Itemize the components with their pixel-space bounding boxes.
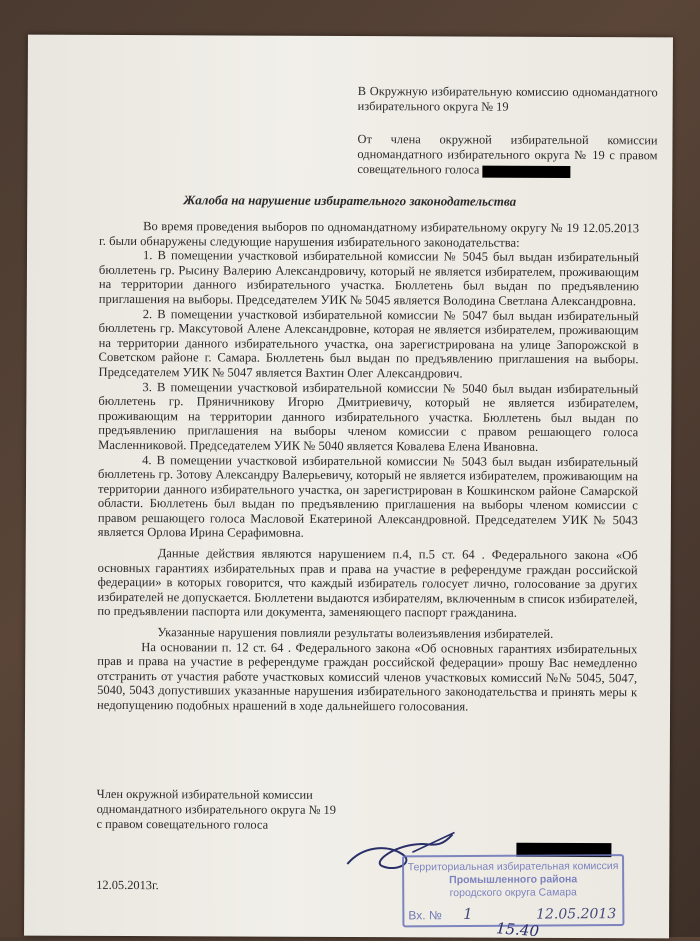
stamp-time: 15.40 xyxy=(495,919,540,941)
consequence-paragraph: Указанные нарушения повлияли результаты волеизъявления избирателей. xyxy=(157,625,554,641)
signature-line: Член окружной избирательной комиссии xyxy=(96,786,313,802)
document-page xyxy=(24,35,673,939)
stamp-line: городского округа Самара xyxy=(449,886,577,900)
registration-stamp xyxy=(402,854,624,927)
violation-item: 1. В помещении участковой избирательной комиссии № 5045 был выдан избирательный бюллетень гр. Рысину Валерию Александровичу, который не является избирателем, проживающим на территории данного избирательного участка. Бюллетень был выдан по предъявлению приглашения на выборы. Председателем УИК № 5045 является Володина Светлана Александровна. xyxy=(98,248,640,309)
violation-item: 2. В помещении участковой избирательной комиссии № 5047 был выдан избирательный бюллетень гр. Максутовой Алене Александровне, которая не является избирателем, проживающим на территории данного избирательного участка, она зарегистрирована на улице Запорожской в Советском районе г. Самара. Бюллетень был выдан по предъявлению приглашения на выборы. Председателем УИК № 5047 является Вахтин Олег Александрович. xyxy=(98,306,639,381)
sender-block xyxy=(357,132,657,179)
signature-block xyxy=(96,787,356,833)
intro-paragraph: Во время проведения выборов по одномандатному избирательному округу № 19 12.05.2013 г. были обнаружены следующие нарушения избирательного законодательства: xyxy=(99,219,640,250)
recipient-block xyxy=(358,84,658,116)
redaction-bar xyxy=(482,165,570,177)
stamp-entry-row: Вх. № 1 12.05.2013 xyxy=(408,904,617,924)
stamp-line: Промышленного района xyxy=(449,873,578,887)
violation-item: 3. В помещении участковой избирательной комиссии № 5040 был выдан избирательный бюллетень гр. Пряничникову Игорю Дмитриевичу, который не является избирателем, проживающим на территории данного избирательного участка. Бюллетень был выдан по предъявлению приглашения на выборы членом комиссии с правом решающего голоса Масленниковой. Председателем УИК № 5040 является Ковалева Елена Ивановна. xyxy=(98,379,639,454)
stamp-number: 1 xyxy=(463,904,473,924)
document-body xyxy=(97,219,639,715)
legal-basis-paragraph: Данные действия являются нарушением п.4, п.5 ст. 64 . Федерального закона «Об основных гарантиях избирательных прав и права на участие в референдуме граждан российской федерации» в которых говорится, что каждый избиратель голосует лично, голосование за других избирателей не допускается. Бюллетени выдаются избирателям, включенным в список избирателей, по предъявлении паспорта или документа, заменяющего паспорт гражданина. xyxy=(97,546,638,621)
request-paragraph: На основании п. 12 ст. 64 . Федерального закона «Об основных гарантиях избирательных прав и права на участие в референдуме граждан российской федерации» прошу Вас немедленно отстранить от участия работе участковых комиссий членов участковых комиссий №№ 5045, 5047, 5040, 5043 допустивших указанные нарушения избирательного законодательства и принять меры к недопущению подобных нрашений в ходе дальнейшего голосования. xyxy=(97,639,638,714)
stamp-date: 12.05.2013 xyxy=(535,906,617,923)
signature-line: одномандатного избирательного округа № 19 xyxy=(96,801,336,817)
document-date: 12.05.2013г. xyxy=(96,877,159,893)
recipient-text: В Окружную избирательную комиссию одномандатного избирательного округа № 19 xyxy=(357,84,658,114)
violation-item: 4. В помещении участковой избирательной комиссии № 5043 был выдан избирательный бюллетень гр. Зотову Александру Валерьевичу, который не является избирателем, проживающим на территории данного избирательного участка, он зарегистрирован в Кошкинском районе Самарской области. Бюллетень был выдан по предъявлению приглашения на выборы членом комиссии с правом решающего голоса Масловой Екатериной Александровной. Председателем УИК № 5043 является Орлова Ирина Серафимовна. xyxy=(97,452,639,541)
stamp-line: Территориальная избирательная комиссия xyxy=(407,860,619,874)
document-title: Жалоба на нарушение избирательного законодательства xyxy=(183,192,517,209)
sender-text: От члена окружной избирательной комиссии одномандатного избирательного округа № 19 с правом совещательного голоса xyxy=(357,132,658,177)
signature-line: с правом совещательного голоса xyxy=(96,816,269,832)
